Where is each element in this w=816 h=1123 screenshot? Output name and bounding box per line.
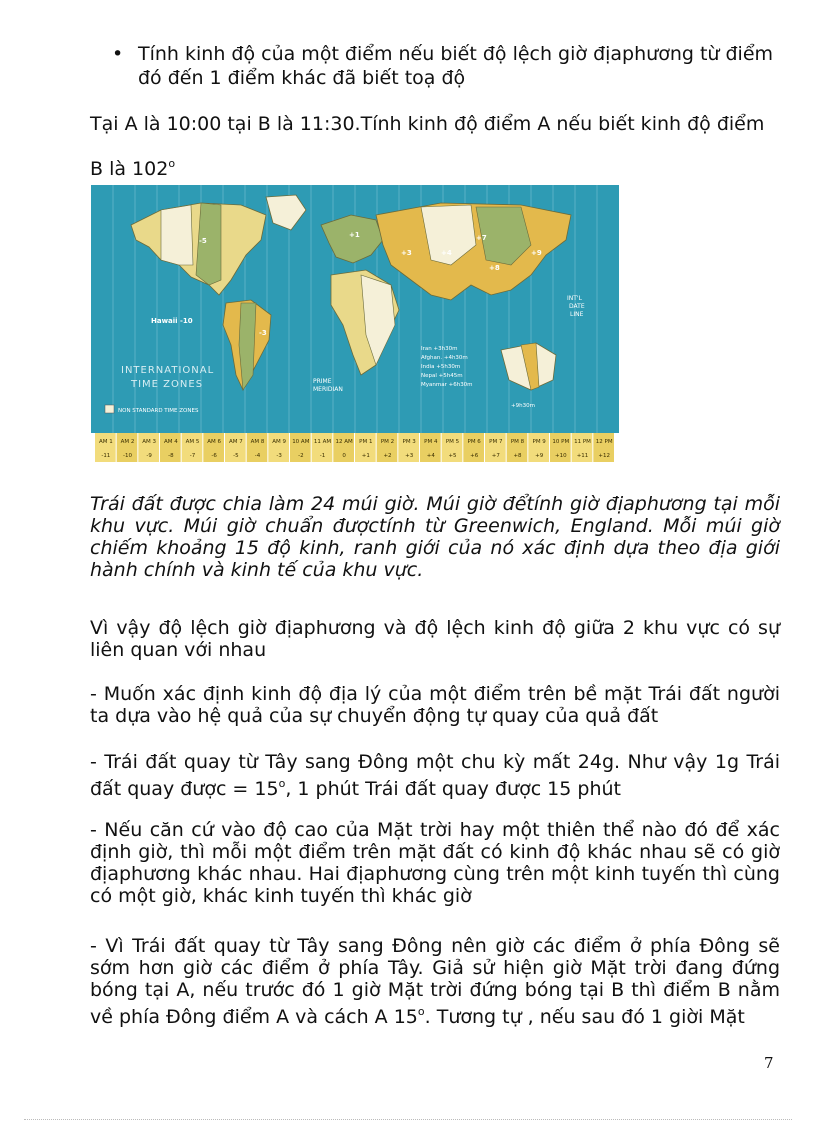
bullet-dot: • (112, 43, 124, 65)
legend-label: NON STANDARD TIME ZONES (118, 408, 199, 414)
svg-text:Myanmar +6h30m: Myanmar +6h30m (421, 382, 473, 388)
paragraph-2: - Muốn xác định kinh độ địa lý của một điểm trên bề mặt Trái đất người ta dựa vào hệ quả của sự chuyển động tự quay của quả đất (90, 683, 780, 727)
footer-rule (24, 1119, 792, 1120)
degree-sign: o (168, 157, 176, 170)
zone-label-8: -3 (259, 329, 267, 337)
time-bar-hour: PM 3 (402, 439, 416, 445)
date-line-3: LINE (570, 311, 584, 318)
paragraph-4: - Nếu căn cứ vào độ cao của Mặt trời hay một thiên thể nào đó để xác định giờ, thì mỗi một điểm trên mặt đất có kinh độ khác nhau sẽ có giờ địaphương khác nhau. Hai địaphương cùng trên một kinh tuyến thì cùng có một giờ, khác kinh tuyến thì khác giờ (90, 819, 780, 907)
problem-line-1: Tại A là 10:00 tại B là 11:30.Tính kinh độ điểm A nếu biết kinh độ điểm (90, 113, 765, 135)
prime-meridian-2: MERIDIAN (313, 386, 343, 393)
zone-label-7: +9 (531, 249, 542, 257)
time-bar-offset: -2 (298, 453, 304, 459)
zone-label-5: +7 (476, 234, 487, 242)
time-bar-offset: +7 (491, 453, 500, 459)
date-line-2: DATE (569, 303, 585, 310)
time-bar-hour: 10 PM (552, 439, 570, 445)
time-bar (95, 433, 614, 462)
time-bar-offset: -11 (101, 453, 111, 459)
time-bar-offset: +12 (598, 453, 610, 459)
time-bar-offset: -9 (146, 453, 152, 459)
svg-text:Iran +3h30m: Iran +3h30m (421, 346, 458, 352)
time-bar-hour: 11 AM (313, 439, 332, 445)
north-america-zone-a (161, 205, 193, 265)
time-bar-hour: 12 AM (335, 439, 353, 445)
time-bar-offset: +6 (470, 453, 479, 459)
zone-label-2: +1 (349, 231, 360, 239)
paragraph-5-b: . Tương tự , nếu sau đó 1 giời Mặt (424, 1006, 745, 1028)
time-bar-hour: 11 PM (574, 439, 591, 445)
date-line-1: INT'L (567, 295, 582, 302)
time-bar-hour: PM 8 (510, 439, 525, 445)
time-bar-offset: -4 (254, 453, 261, 459)
time-bar-offset: +8 (513, 453, 522, 459)
svg-text:Afghan. +4h30m: Afghan. +4h30m (421, 355, 468, 361)
time-zone-map (91, 185, 619, 462)
time-bar-hour: AM 2 (120, 439, 135, 445)
time-bar-offset: +9 (535, 453, 544, 459)
zone-label-3: +3 (401, 249, 412, 257)
degree-sign: o (417, 1005, 425, 1018)
time-bar-hour: AM 9 (272, 439, 287, 445)
time-bar-offset: +5 (448, 453, 457, 459)
time-bar-hour: PM 9 (532, 439, 546, 445)
time-bar-hour: PM 2 (380, 439, 395, 445)
time-bar-hour: AM 6 (207, 439, 222, 445)
time-bar-offset: -1 (319, 453, 326, 459)
page-number: 7 (764, 1054, 774, 1072)
time-bar-hour: 10 AM (292, 439, 310, 445)
time-bar-offset: -6 (211, 453, 217, 459)
time-bar-hour: PM 5 (445, 439, 460, 445)
paragraph-5 (90, 935, 780, 1028)
time-bar-offset: -10 (123, 453, 132, 459)
time-bar-hour: AM 8 (250, 439, 265, 445)
time-bar-hour: AM 5 (185, 439, 200, 445)
time-bar-hour: AM 3 (142, 439, 157, 445)
problem-line-2-text: B là 102 (90, 158, 169, 180)
paragraph-3 (90, 751, 780, 800)
map-title-2: TIME ZONES (131, 379, 204, 390)
time-bar-offset: +1 (361, 453, 370, 459)
time-bar-offset: -8 (168, 453, 174, 459)
time-bar-offset: -5 (233, 453, 239, 459)
prime-meridian-1: PRIME (313, 378, 332, 385)
zone-label-6: +8 (489, 264, 500, 272)
time-bar-hour: PM 4 (424, 439, 438, 445)
degree-sign: o (278, 777, 286, 790)
time-bar-hour: AM 4 (163, 439, 178, 445)
time-bar-hour: AM 7 (228, 439, 243, 445)
time-bar-offset: +3 (405, 453, 414, 459)
time-bar-offset: +4 (426, 453, 435, 459)
time-bar-offset: +10 (555, 453, 567, 459)
problem-line-2 (90, 152, 175, 181)
time-bar-hour: PM 7 (489, 439, 503, 445)
map-title-1: INTERNATIONAL (121, 365, 215, 376)
hawaii-label: Hawaii -10 (151, 317, 193, 325)
paragraph-3-a: - Trái đất quay từ Tây sang Đông một chu kỳ mất 24g. Như vậy 1g Trái đất quay được = 15 (90, 751, 780, 800)
svg-text:India +5h30m: India +5h30m (421, 364, 461, 370)
paragraph-5-a: - Vì Trái đất quay từ Tây sang Đông nên giờ các điểm ở phía Đông sẽ sớm hơn giờ các điểm ở phía Tây. Giả sử hiện giờ Mặt trời đang đứng bóng tại A, nếu trước đó 1 giờ Mặt trời đứng bóng tại B thì điểm B nằm về phía Đông điểm A và cách A 15 (90, 935, 780, 1028)
time-bar-offset: -3 (276, 453, 282, 459)
paragraph-1: Vì vậy độ lệch giờ địaphương và độ lệch kinh độ giữa 2 khu vực có sự liên quan với nhau (90, 617, 780, 661)
legend-swatch (105, 405, 114, 413)
australia-note: +9h30m (511, 403, 535, 409)
time-bar-offset: +11 (576, 453, 589, 459)
time-bar-hour: 12 PM (595, 439, 613, 445)
bullet-text: Tính kinh độ của một điểm nếu biết độ lệch giờ địaphương từ điểm đó đến 1 điểm khác đã biết toạ độ (138, 43, 774, 89)
zone-label-1: -5 (199, 237, 207, 245)
zone-label-4: +4 (441, 249, 452, 257)
time-bar-hour: AM 1 (98, 439, 113, 445)
svg-text:Nepal +5h45m: Nepal +5h45m (421, 373, 463, 379)
time-bar-hour: PM 6 (467, 439, 481, 445)
time-bar-hour: PM 1 (359, 439, 373, 445)
time-bar-offset: +2 (383, 453, 392, 459)
time-bar-offset: 0 (342, 453, 346, 459)
time-bar-offset: -7 (189, 453, 196, 459)
paragraph-3-b: , 1 phút Trái đất quay được 15 phút (285, 778, 621, 800)
italic-paragraph: Trái đất được chia làm 24 múi giờ. Múi giờ đểtính giờ địaphương tại mỗi khu vực. Múi giờ chuẩn đượctính từ Greenwich, England. Mỗi múi giờ chiếm khoảng 15 độ kinh, ranh giới của nó xác định dựa theo địa giới hành chính và kinh tế của khu vực. (90, 493, 780, 581)
